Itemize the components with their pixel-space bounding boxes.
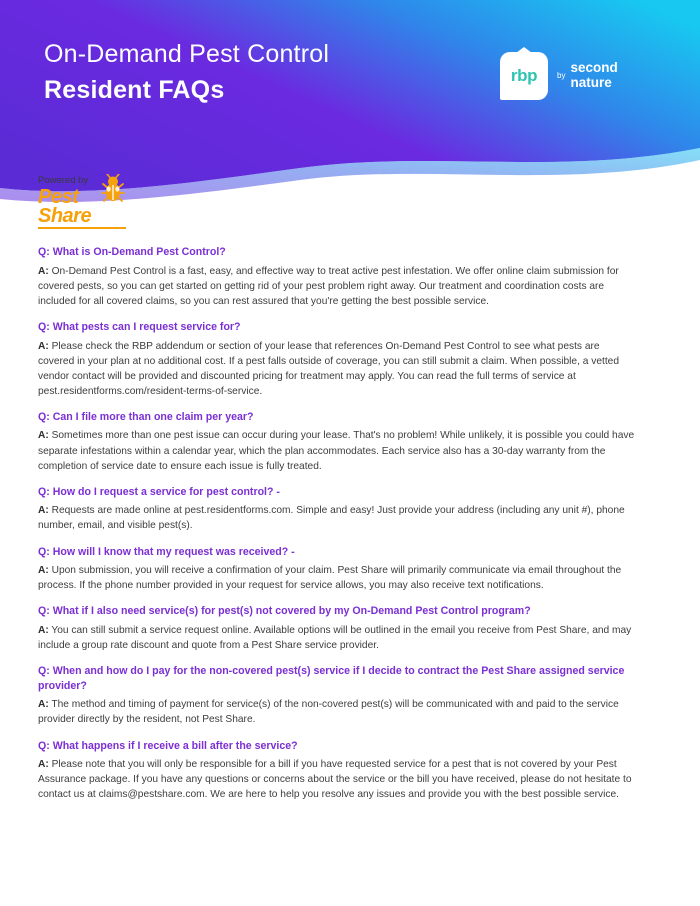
faq-answer-text: Upon submission, you will receive a confirmation of your claim. Pest Share will primarily communicate via email throughout the process. If the phone number provided in your request for service allows, you may also receive text notifications. (38, 565, 622, 592)
faq-answer-text: Please check the RBP addendum or section of your lease that references On-Demand Pest Control to see what pests are covered in your plan at no additional cost. If a pest falls outside of coverage, you can still submit a claim. When possible, a vetted vendor contact will be provided and discounted pricing for treatment may apply. You can read the full terms of service at pest.residentforms.com/resident-terms-of-service. (38, 340, 620, 397)
faq-item (38, 245, 638, 309)
faq-item (38, 485, 638, 534)
faq-item (38, 545, 638, 594)
faq-answer-prefix: A: (38, 340, 49, 352)
faq-item (38, 410, 638, 474)
faq-question: Q: What if I also need service(s) for pest(s) not covered by my On-Demand Pest Control program? (38, 605, 531, 618)
faq-item (38, 664, 638, 727)
bug-icon (100, 174, 126, 204)
faq-item (38, 739, 638, 803)
faq-question: Q: How will I know that my request was received? - (38, 545, 295, 558)
powered-by-label: Powered by (38, 175, 89, 186)
pest-share-underline (38, 227, 126, 229)
faq-answer-text: The method and timing of payment for service(s) of the non-covered pest(s) will be communicated with and paid to the service provider directly by the resident, not Pest Share. (38, 699, 619, 726)
faq-answer (38, 339, 638, 399)
second-nature-line2: nature (570, 75, 612, 90)
second-nature-line1: second (570, 60, 618, 76)
faq-item (38, 320, 638, 399)
faq-question: Q: What is On-Demand Pest Control? (38, 246, 226, 258)
faq-answer (38, 503, 638, 533)
second-nature-by-label: by (557, 70, 566, 80)
header-title-block (44, 38, 329, 106)
faq-answer-prefix: A: (38, 265, 49, 277)
faq-answer (38, 757, 638, 802)
rbp-badge-icon (500, 52, 548, 100)
page-title-line1: On-Demand Pest Control (44, 40, 330, 68)
pest-share-line2: Share (38, 205, 92, 227)
faq-answer-text: You can still submit a service request online. Available options will be outlined in the email you receive from Pest Share, and may include a group rate discount and quote from a Pest Share service provider. (38, 624, 632, 652)
faq-answer-prefix: A: (38, 759, 49, 771)
faq-question: Q: What pests can I request service for? (38, 320, 241, 333)
faq-answer-text: On-Demand Pest Control is a fast, easy, and effective way to treat active pest infestation. We offer online claim submission for covered pests, so you can get started on getting rid of your pest problem right away. Our treatment and coordination costs are included for all covered claims, so you can rest assured that you're getting the best possible service. (38, 265, 619, 307)
faq-answer-prefix: A: (38, 430, 49, 442)
faq-answer-prefix: A: (38, 624, 49, 636)
faq-answer (38, 563, 638, 593)
faq-answer-prefix: A: (38, 565, 49, 577)
faq-list (38, 245, 638, 813)
pest-share-line1: Pest (38, 186, 79, 208)
faq-answer-prefix: A: (38, 505, 49, 517)
rbp-second-nature-logo (500, 52, 618, 100)
faq-question: Q: What happens if I receive a bill after the service? (38, 739, 298, 752)
faq-question: Q: How do I request a service for pest control? - (38, 485, 280, 498)
faq-answer (38, 623, 638, 653)
faq-answer-prefix: A: (38, 699, 49, 711)
faq-answer (38, 428, 638, 473)
faq-question: Q: Can I file more than one claim per year? (38, 410, 254, 423)
faq-answer (38, 264, 638, 309)
faq-answer (38, 697, 638, 727)
faq-answer-text: Requests are made online at pest.residentforms.com. Simple and easy! Just provide your address (including any unit #), phone number, email, and visible pest(s). (38, 505, 625, 532)
faq-question: Q: When and how do I pay for the non-covered pest(s) service if I decide to contract the Pest Share assigned service provider? (38, 665, 625, 692)
faq-answer-text: Please note that you will only be responsible for a bill if you have requested service for a pest that is not covered by your Pest Assurance package. If you have any questions or concerns about the service or the bill you have received, please do not hesitate to contact us at claims@pestshare.com. We are here to help you resolve any issues and provide you with the best possible service. (38, 759, 632, 801)
faq-item (38, 604, 638, 653)
page-title-line2: Resident FAQs (44, 76, 225, 104)
faq-answer-text: Sometimes more than one pest issue can occur during your lease. That's no problem! While unlikely, it is possible you could have separate infestations within a calendar year, which the plan accommodates. Each service also has a 30-day warranty from the completion of service date to ensure each issue is fully treated. (38, 430, 635, 472)
powered-by-block (38, 175, 126, 229)
rbp-logo-text: rbp (510, 66, 538, 85)
pest-share-logo (38, 188, 126, 229)
second-nature-wordmark (557, 61, 618, 90)
